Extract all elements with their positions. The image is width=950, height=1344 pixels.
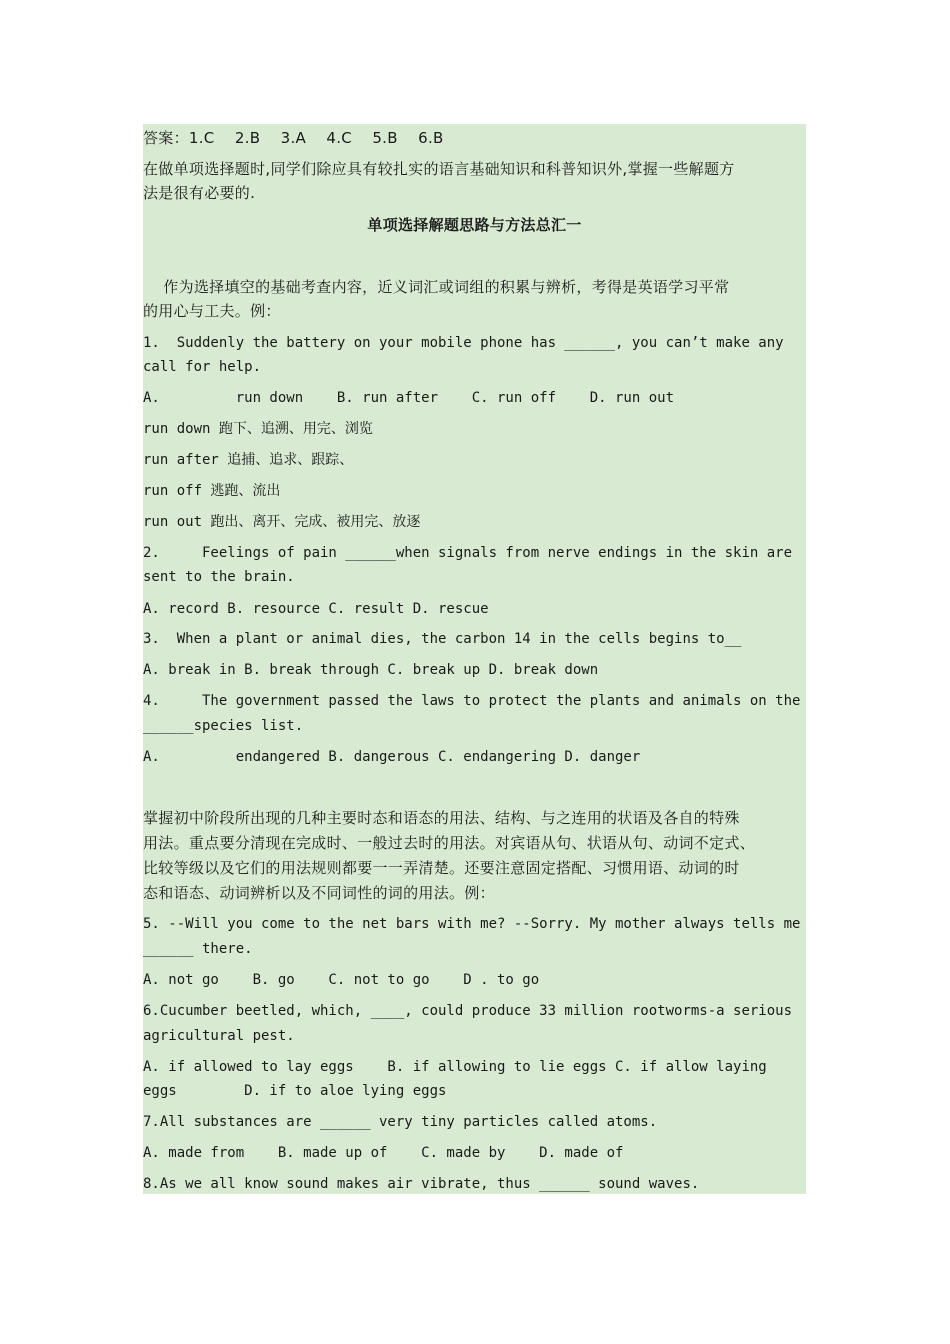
document-page xyxy=(143,124,806,1194)
gloss-line: run out 跑出、离开、完成、被用完、放逐 xyxy=(143,514,421,530)
paragraph: 作为选择填空的基础考查内容，近义词汇或词组的积累与辨析，考得是英语学习平常 xyxy=(143,278,730,296)
paragraph: 用法。重点要分清现在完成时、一般过去时的用法。对宾语从句、状语从句、动词不定式、 xyxy=(143,834,756,852)
question-text: 4. The government passed the laws to protect the plants and animals on the xyxy=(143,693,801,709)
paragraph: 比较等级以及它们的用法规则都要一一弄清楚。还要注意固定搭配、习惯用语、动词的时 xyxy=(143,859,740,877)
question-options: A. made from B. made up of C. made by D. made of xyxy=(143,1145,624,1161)
paragraph: 的用心与工夫。例： xyxy=(143,302,281,320)
gloss-line: run off 逃跑、流出 xyxy=(143,483,281,499)
question-text: 8.As we all know sound makes air vibrate, thus ______ sound waves. xyxy=(143,1176,700,1192)
question-options: A. if allowed to lay eggs B. if allowing to lie eggs C. if allow laying xyxy=(143,1059,767,1075)
question-text: ______ there. xyxy=(143,941,253,957)
question-options: A. not go B. go C. not to go D . to go xyxy=(143,972,540,988)
gloss-line: run down 跑下、追溯、用完、浏览 xyxy=(143,421,373,437)
question-options: A. break in B. break through C. break up D. break down xyxy=(143,662,599,678)
paragraph: 态和语态、动词辨析以及不同词性的词的用法。例： xyxy=(143,884,495,902)
question-options: eggs D. if to aloe lying eggs xyxy=(143,1083,447,1099)
question-text: 2. Feelings of pain ______when signals from nerve endings in the skin are xyxy=(143,545,793,561)
paragraph: 掌握初中阶段所出现的几种主要时态和语态的用法、结构、与之连用的状语及各自的特殊 xyxy=(143,809,740,827)
question-text: agricultural pest. xyxy=(143,1028,295,1044)
intro-text: 法是很有必要的. xyxy=(143,184,256,202)
section-heading xyxy=(143,244,806,268)
question-options: A. endangered B. dangerous C. endangering D. danger xyxy=(143,749,641,765)
question-text: 6.Cucumber beetled, which, ____, could produce 33 million rootworms-a serious xyxy=(143,1003,793,1019)
answer-key: 答案：1.C 2.B 3.A 4.C 5.B 6.B xyxy=(143,129,444,147)
question-text: 7.All substances are ______ very tiny particles called atoms. xyxy=(143,1114,658,1130)
question-text: 5. --Will you come to the net bars with me? --Sorry. My mother always tells me xyxy=(143,916,801,932)
question-options: A. record B. resource C. result D. rescue xyxy=(143,601,489,617)
question-text: sent to the brain. xyxy=(143,569,295,585)
question-text: 3. When a plant or animal dies, the carbon 14 in the cells begins to__ xyxy=(143,631,742,647)
intro-text: 在做单项选择题时,同学们除应具有较扎实的语言基础知识和科普知识外,掌握一些解题方 xyxy=(143,160,735,178)
document-title: 单项选择解题思路与方法总汇一 xyxy=(367,216,582,234)
question-text: ______species list. xyxy=(143,718,304,734)
question-text: 1. Suddenly the battery on your mobile phone has ______, you can’t make any xyxy=(143,335,784,351)
gloss-line: run after 追捕、追求、跟踪、 xyxy=(143,452,354,468)
section-heading xyxy=(143,775,806,799)
question-text: call for help. xyxy=(143,359,262,375)
question-options: A. run down B. run after C. run off D. run out xyxy=(143,390,675,406)
